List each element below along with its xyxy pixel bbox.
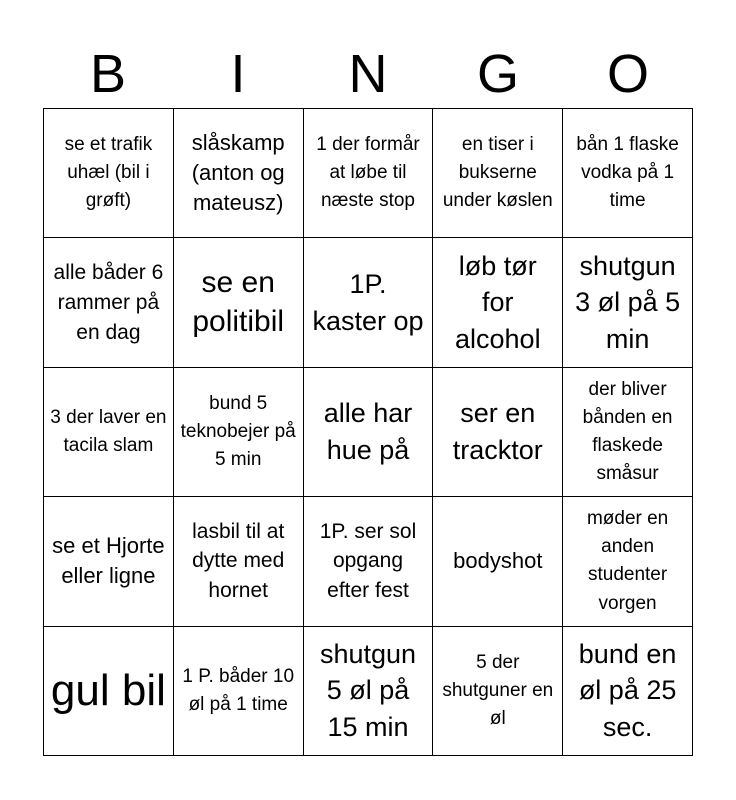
bingo-cell-r4c3[interactable] — [304, 497, 434, 626]
cell-text: shutgun 3 øl på 5 min — [575, 250, 681, 354]
cell-text: der bliver bånden en flaskede småsur — [582, 378, 673, 485]
bingo-cell-r2c2[interactable] — [174, 238, 304, 367]
bingo-cell-r5c4[interactable] — [433, 627, 563, 756]
bingo-cell-r2c4[interactable] — [433, 238, 563, 367]
header-letter-g: G — [476, 44, 519, 104]
bingo-cell-r3c2[interactable] — [174, 368, 304, 497]
bingo-cell-r5c5[interactable] — [563, 627, 693, 756]
bingo-cell-r3c3[interactable] — [304, 368, 434, 497]
cell-text: 1 der formår at løbe til næste stop — [316, 134, 420, 212]
bingo-cell-r2c3[interactable] — [304, 238, 434, 367]
bingo-cell-r5c1[interactable] — [44, 627, 174, 756]
bingo-cell-r1c4[interactable] — [433, 109, 563, 238]
bingo-cell-r4c4[interactable] — [433, 497, 563, 626]
bingo-cell-r1c1[interactable] — [44, 109, 174, 238]
cell-text: bund en øl på 25 sec. — [578, 638, 677, 743]
bingo-cell-r5c2[interactable] — [174, 627, 304, 756]
cell-text: en tiser i bukserne under køslen — [442, 134, 553, 212]
bingo-cell-r4c5[interactable] — [563, 497, 693, 626]
bingo-cell-r2c1[interactable] — [44, 238, 174, 367]
cell-text: alle båder 6 rammer på en dag — [53, 260, 164, 344]
cell-text: møder en anden studenter vorgen — [586, 508, 669, 614]
bingo-cell-r4c1[interactable] — [44, 497, 174, 626]
bingo-board — [43, 108, 693, 756]
cell-text: bund 5 teknobejer på 5 min — [180, 392, 296, 471]
cell-text: shutgun 5 øl på 15 min — [319, 638, 417, 743]
cell-text: 1 P. båder 10 øl på 1 time — [182, 665, 295, 715]
cell-text: gul bil — [50, 665, 166, 715]
cell-text: bodyshot — [453, 548, 543, 574]
header-letter-o: O — [606, 44, 649, 104]
bingo-cell-r1c5[interactable] — [563, 109, 693, 238]
header-letter-b: B — [89, 44, 127, 104]
cell-text: 5 der shutguner en øl — [442, 651, 554, 729]
cell-text: se en politibil — [192, 266, 285, 338]
cell-text: bån 1 flaske vodka på 1 time — [576, 134, 679, 212]
cell-text: 1P. ser sol opgang efter fest — [319, 519, 417, 603]
bingo-cell-r3c1[interactable] — [44, 368, 174, 497]
bingo-cell-r2c5[interactable] — [563, 238, 693, 367]
header-letter-n: N — [348, 44, 388, 104]
bingo-cell-r1c3[interactable] — [304, 109, 434, 238]
header-letter-i: I — [230, 44, 246, 104]
cell-text: alle har hue på — [323, 398, 413, 465]
bingo-cell-r3c4[interactable] — [433, 368, 563, 497]
cell-text: slåskamp (anton og mateusz) — [191, 129, 285, 216]
bingo-cell-r5c3[interactable] — [304, 627, 434, 756]
bingo-cell-r3c5[interactable] — [563, 368, 693, 497]
bingo-cell-r1c2[interactable] — [174, 109, 304, 238]
cell-text: 1P. kaster op — [312, 268, 424, 336]
bingo-cell-r4c2[interactable] — [174, 497, 304, 626]
cell-text: ser en tracktor — [452, 398, 543, 465]
cell-text: lasbil til at dytte med hornet — [192, 519, 285, 603]
cell-text: 3 der laver en tacila slam — [50, 406, 167, 456]
cell-text: se et trafik uhæl (bil i grøft) — [64, 134, 153, 212]
cell-text: se et Hjorte eller ligne — [52, 533, 165, 589]
cell-text: løb tør for alcohol — [455, 250, 541, 354]
bingo-header — [43, 40, 693, 108]
